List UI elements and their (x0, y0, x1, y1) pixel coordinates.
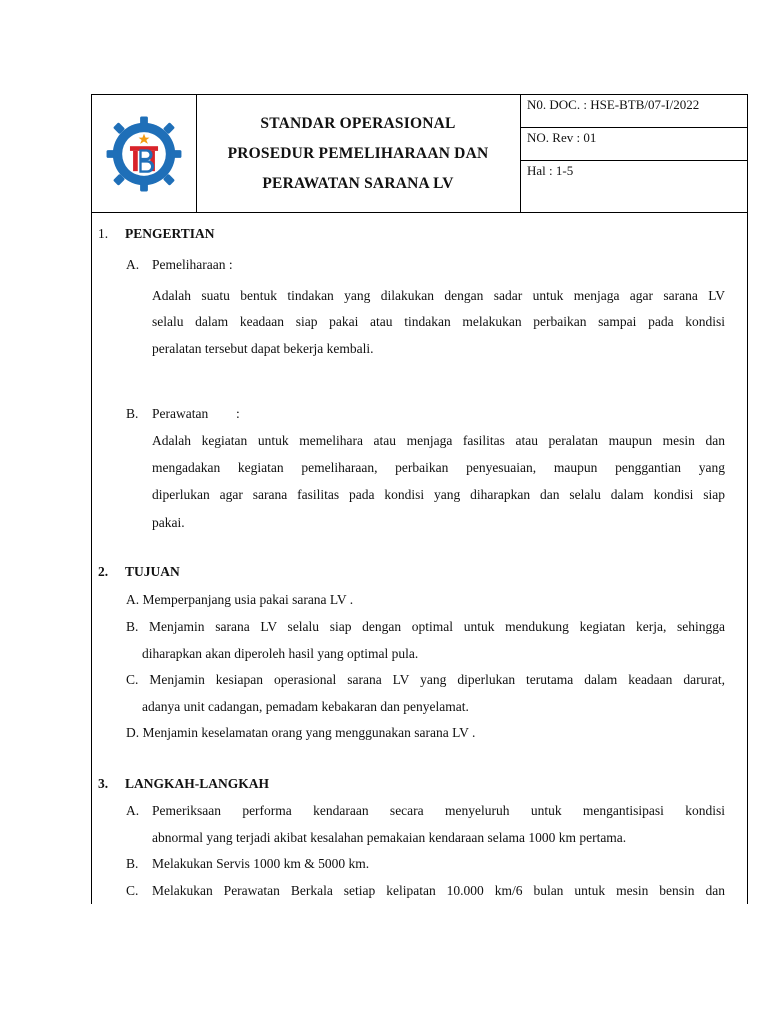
section-number: 1. (98, 226, 109, 241)
item-letter: A. (126, 257, 140, 272)
list-item-continuation: adanya unit cadangan, pemadam kebakaran dan penyelamat. (142, 699, 469, 714)
item-letter: B. (126, 406, 139, 421)
paragraph-line: mengadakan kegiatan pemeliharaan, perbaikan penyesuaian, maupun penggantian yang (152, 460, 725, 475)
doc-number: N0. DOC. : HSE-BTB/07-I/2022 (521, 95, 747, 128)
item-colon: : (236, 406, 240, 421)
section-title: LANGKAH-LANGKAH (125, 776, 270, 791)
section-title: TUJUAN (125, 564, 180, 579)
logo-cell (92, 95, 197, 212)
paragraph-line: Adalah suatu bentuk tindakan yang dilakukan dengan sadar untuk menjaga agar sarana LV (152, 288, 725, 303)
company-logo-gear-icon (105, 115, 183, 193)
list-item-continuation: diharapkan akan diperoleh hasil yang optimal pula. (142, 646, 419, 661)
page-number: Hal : 1-5 (527, 163, 574, 178)
document-title (196, 95, 521, 212)
item-label: Perawatan (152, 406, 209, 421)
title-line: PERAWATAN SARANA LV (262, 174, 454, 192)
title-line: PROSEDUR PEMELIHARAAN DAN (227, 144, 489, 162)
list-item: C. Menjamin kesiapan operasional sarana LV yang diperlukan terutama dalam keadaan darurat, (126, 672, 725, 687)
paragraph-line: abnormal yang terjadi akibat kesalahan pemakaian kendaraan selama 1000 km pertama. (152, 830, 627, 845)
paragraph-line: Pemeriksaan performa kendaraan secara menyeluruh untuk mengantisipasi kondisi (152, 803, 725, 818)
paragraph-line: Melakukan Perawatan Berkala setiap kelipatan 10.000 km/6 bulan untuk mesin bensin dan (152, 883, 725, 898)
paragraph-line: Melakukan Servis 1000 km & 5000 km. (152, 856, 370, 871)
section-number: 3. (98, 776, 109, 791)
document-header (92, 95, 747, 213)
title-line: STANDAR OPERASIONAL (260, 114, 456, 132)
revision-number: NO. Rev : 01 (521, 128, 747, 161)
item-letter: A. (126, 803, 140, 818)
item-letter: C. (126, 883, 139, 898)
list-item: D. Menjamin keselamatan orang yang menggunakan sarana LV . (126, 725, 476, 740)
section-title: PENGERTIAN (125, 226, 215, 241)
section-number: 2. (98, 564, 109, 579)
paragraph-line: Adalah kegiatan untuk memelihara atau menjaga fasilitas atau peralatan maupun mesin dan (152, 433, 725, 448)
paragraph-line: pakai. (152, 515, 185, 530)
document-frame (91, 94, 748, 904)
list-item: A. Memperpanjang usia pakai sarana LV . (126, 592, 354, 607)
document-meta (521, 95, 747, 212)
paragraph-line: peralatan tersebut dapat bekerja kembali. (152, 341, 374, 356)
paragraph-line: diperlukan agar sarana fasilitas pada kondisi yang diharapkan dan selalu dalam kondisi siap (152, 487, 725, 502)
paragraph-line: selalu dalam keadaan siap pakai atau tindakan melakukan perbaikan sampai pada kondisi (152, 314, 725, 329)
item-label: Pemeliharaan : (152, 257, 233, 272)
list-item: B. Menjamin sarana LV selalu siap dengan optimal untuk mendukung kegiatan kerja, sehingga (126, 619, 725, 634)
item-letter: B. (126, 856, 139, 871)
